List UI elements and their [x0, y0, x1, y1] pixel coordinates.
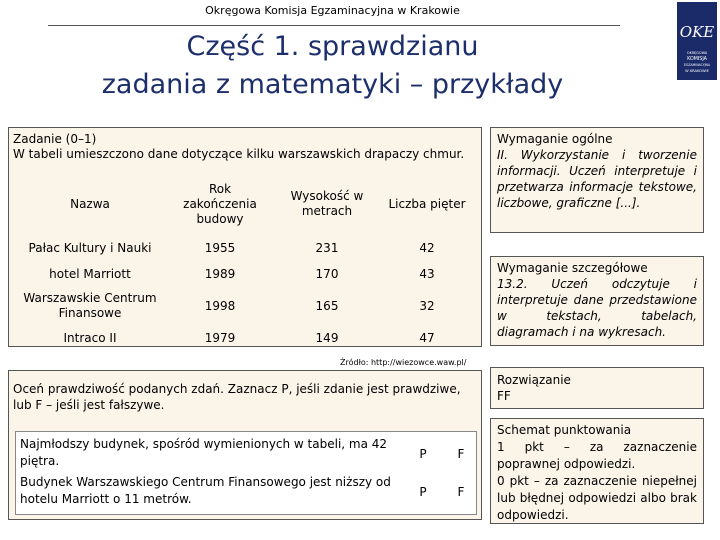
specific-requirement-body: 13.2. Uczeń odczytuje i interpretuje dane przedstawione w tekstach, tabelach, diagramach i na wykresach. — [497, 277, 697, 339]
table-cell: 1955 — [204, 240, 236, 255]
specific-requirement-title: Wymaganie szczegółowe — [497, 261, 648, 275]
table-row — [8, 235, 468, 261]
option-true[interactable]: P — [419, 485, 427, 499]
table-row — [8, 261, 468, 287]
column-header: Rok zakończenia budowy — [183, 181, 257, 226]
table-cell: 32 — [419, 298, 435, 313]
option-false[interactable]: F — [457, 485, 465, 499]
column-header: Nazwa — [70, 196, 110, 211]
table-cell: hotel Marriott — [49, 266, 131, 281]
table-source: Źródło: http://wiezowce.waw.pl/ — [340, 358, 467, 367]
general-requirement-panel — [490, 127, 704, 233]
option-true[interactable]: P — [419, 447, 427, 461]
table-cell: 47 — [419, 330, 435, 345]
scoring-line-2: 0 pkt – za zaznaczenie niepełnej lub błędnej odpowiedzi albo brak odpowiedzi. — [497, 474, 697, 522]
table-cell: 170 — [315, 266, 339, 281]
question-instruction: Oceń prawdziwość podanych zdań. Zaznacz P, jeśli zdanie jest prawdziwe, lub F – jeśli jest fałszywe. — [13, 382, 461, 412]
table-cell: Pałac Kultury i Nauki — [28, 240, 152, 255]
table-cell: 165 — [315, 298, 339, 313]
logo-line: W KRAKOWIE — [685, 69, 709, 73]
title-line-1: Część 1. sprawdzianu — [186, 31, 479, 62]
general-requirement-title: Wymaganie ogólne — [497, 132, 613, 146]
table-row — [8, 325, 468, 351]
statement-text: Budynek Warszawskiego Centrum Finansowego jest niższy od hotelu Marriott o 11 metrów. — [20, 475, 391, 506]
table-row — [8, 287, 468, 325]
table-cell: 42 — [419, 240, 435, 255]
table-header-row — [8, 173, 468, 235]
general-requirement-body: II. Wykorzystanie i tworzenie informacji. Uczeń interpretuje i przetwarza informacje tekstowe, liczbowe, graficzne [...]. — [497, 148, 697, 210]
column-header: Wysokość w metrach — [290, 189, 364, 218]
header-organization: Okręgowa Komisja Egzaminacyjna w Krakowie — [205, 4, 460, 17]
table-cell: 1989 — [204, 266, 236, 281]
option-false[interactable]: F — [457, 447, 465, 461]
logo-line: EGZAMINACYJNA — [684, 63, 710, 67]
specific-requirement-panel — [490, 256, 704, 346]
table-cell: 43 — [419, 266, 435, 281]
statements-table — [15, 431, 477, 515]
header-divider — [48, 25, 620, 26]
solution-panel — [490, 367, 704, 409]
solution-answer: FF — [497, 389, 511, 403]
table-cell: 1998 — [204, 298, 236, 313]
table-cell: Warszawskie Centrum Finansowe — [23, 291, 157, 320]
question-panel — [8, 370, 482, 520]
column-header: Liczba pięter — [388, 196, 466, 211]
oke-logo — [677, 2, 717, 80]
page-title — [0, 28, 665, 104]
title-line-2: zadania z matematyki – przykłady — [101, 69, 564, 100]
logo-mark: OKE — [679, 23, 715, 41]
scoring-panel — [490, 418, 704, 524]
scoring-line-1: 1 pkt – za zaznaczenie poprawnej odpowiedzi. — [497, 440, 697, 471]
statement-text: Najmłodszy budynek, spośród wymienionych w tabeli, ma 42 piętra. — [20, 437, 388, 468]
table-cell: Intraco II — [63, 330, 117, 345]
scoring-title: Schemat punktowania — [497, 423, 632, 437]
table-cell: 149 — [315, 330, 339, 345]
solution-title: Rozwiązanie — [497, 373, 571, 387]
skyscraper-table — [8, 173, 468, 351]
logo-line: OKRĘGOWA — [686, 51, 708, 55]
table-cell: 231 — [315, 240, 339, 255]
task-title: Zadanie (0–1) — [13, 132, 97, 146]
logo-line: KOMISJA — [687, 57, 707, 62]
table-cell: 1979 — [204, 330, 236, 345]
task-description: W tabeli umieszczono dane dotyczące kilku warszawskich drapaczy chmur. — [13, 147, 465, 161]
